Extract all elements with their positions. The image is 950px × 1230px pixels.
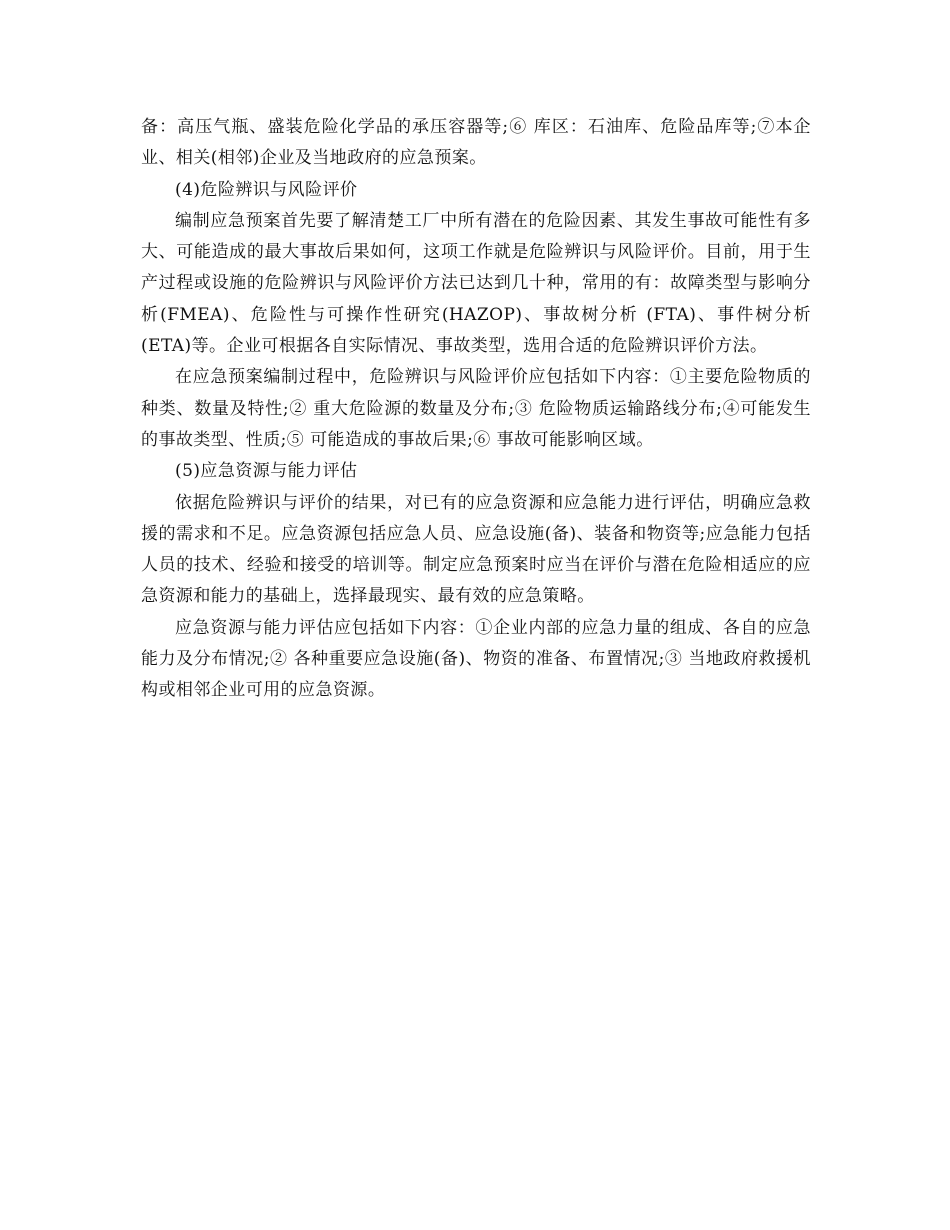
section-heading-resource-assessment: (5)应急资源与能力评估 (175, 461, 358, 482)
paragraph-resource-assessment: 依据危险辨识与评价的结果，对已有的应急资源和应急能力进行评估，明确应急救援的需求和不足。应急资源包括应急人员、应急设施(备)、装备和物资等;应急能力包括人员的技术、经验和接受的培训等。制定应急预案时应当在评价与潜在危险相适应的应急资源和能力的基础上，选择最现实、最有效的应急策略。 (141, 492, 811, 607)
paragraph-hazard-identification: 编制应急预案首先要了解清楚工厂中所有潜在的危险因素、其发生事故可能性有多大、可能造成的最大事故后果如何，这项工作就是危险辨识与风险评价。目前，用于生产过程或设施的危险辨识与风险评价方法已达到几十种，常用的有：故障类型与影响分析(FMEA)、危险性与可操作性研究(HAZOP)、事故树分析 (FTA)、事件树分析(ETA)等。企业可根据各自实际情况、事故类型，选用合适的危险辨识评价方法。 (141, 210, 811, 357)
document-page (141, 112, 811, 707)
section-heading-hazard-identification: (4)危险辨识与风险评价 (175, 179, 358, 200)
paragraph-resource-contents: 应急资源与能力评估应包括如下内容：①企业内部的应急力量的组成、各自的应急能力及分布情况;② 各种重要应急设施(备)、物资的准备、布置情况;③ 当地政府救援机构或相邻企业可用的应急资源。 (141, 617, 811, 701)
paragraph-continuation: 备：高压气瓶、盛装危险化学品的承压容器等;⑥ 库区：石油库、危险品库等;⑦本企业、相关(相邻)企业及当地政府的应急预案。 (141, 117, 811, 169)
paragraph-hazard-contents: 在应急预案编制过程中，危险辨识与风险评价应包括如下内容：①主要危险物质的种类、数量及特性;② 重大危险源的数量及分布;③ 危险物质运输路线分布;④可能发生的事故类型、性质;⑤ 可能造成的事故后果;⑥ 事故可能影响区域。 (141, 367, 811, 450)
